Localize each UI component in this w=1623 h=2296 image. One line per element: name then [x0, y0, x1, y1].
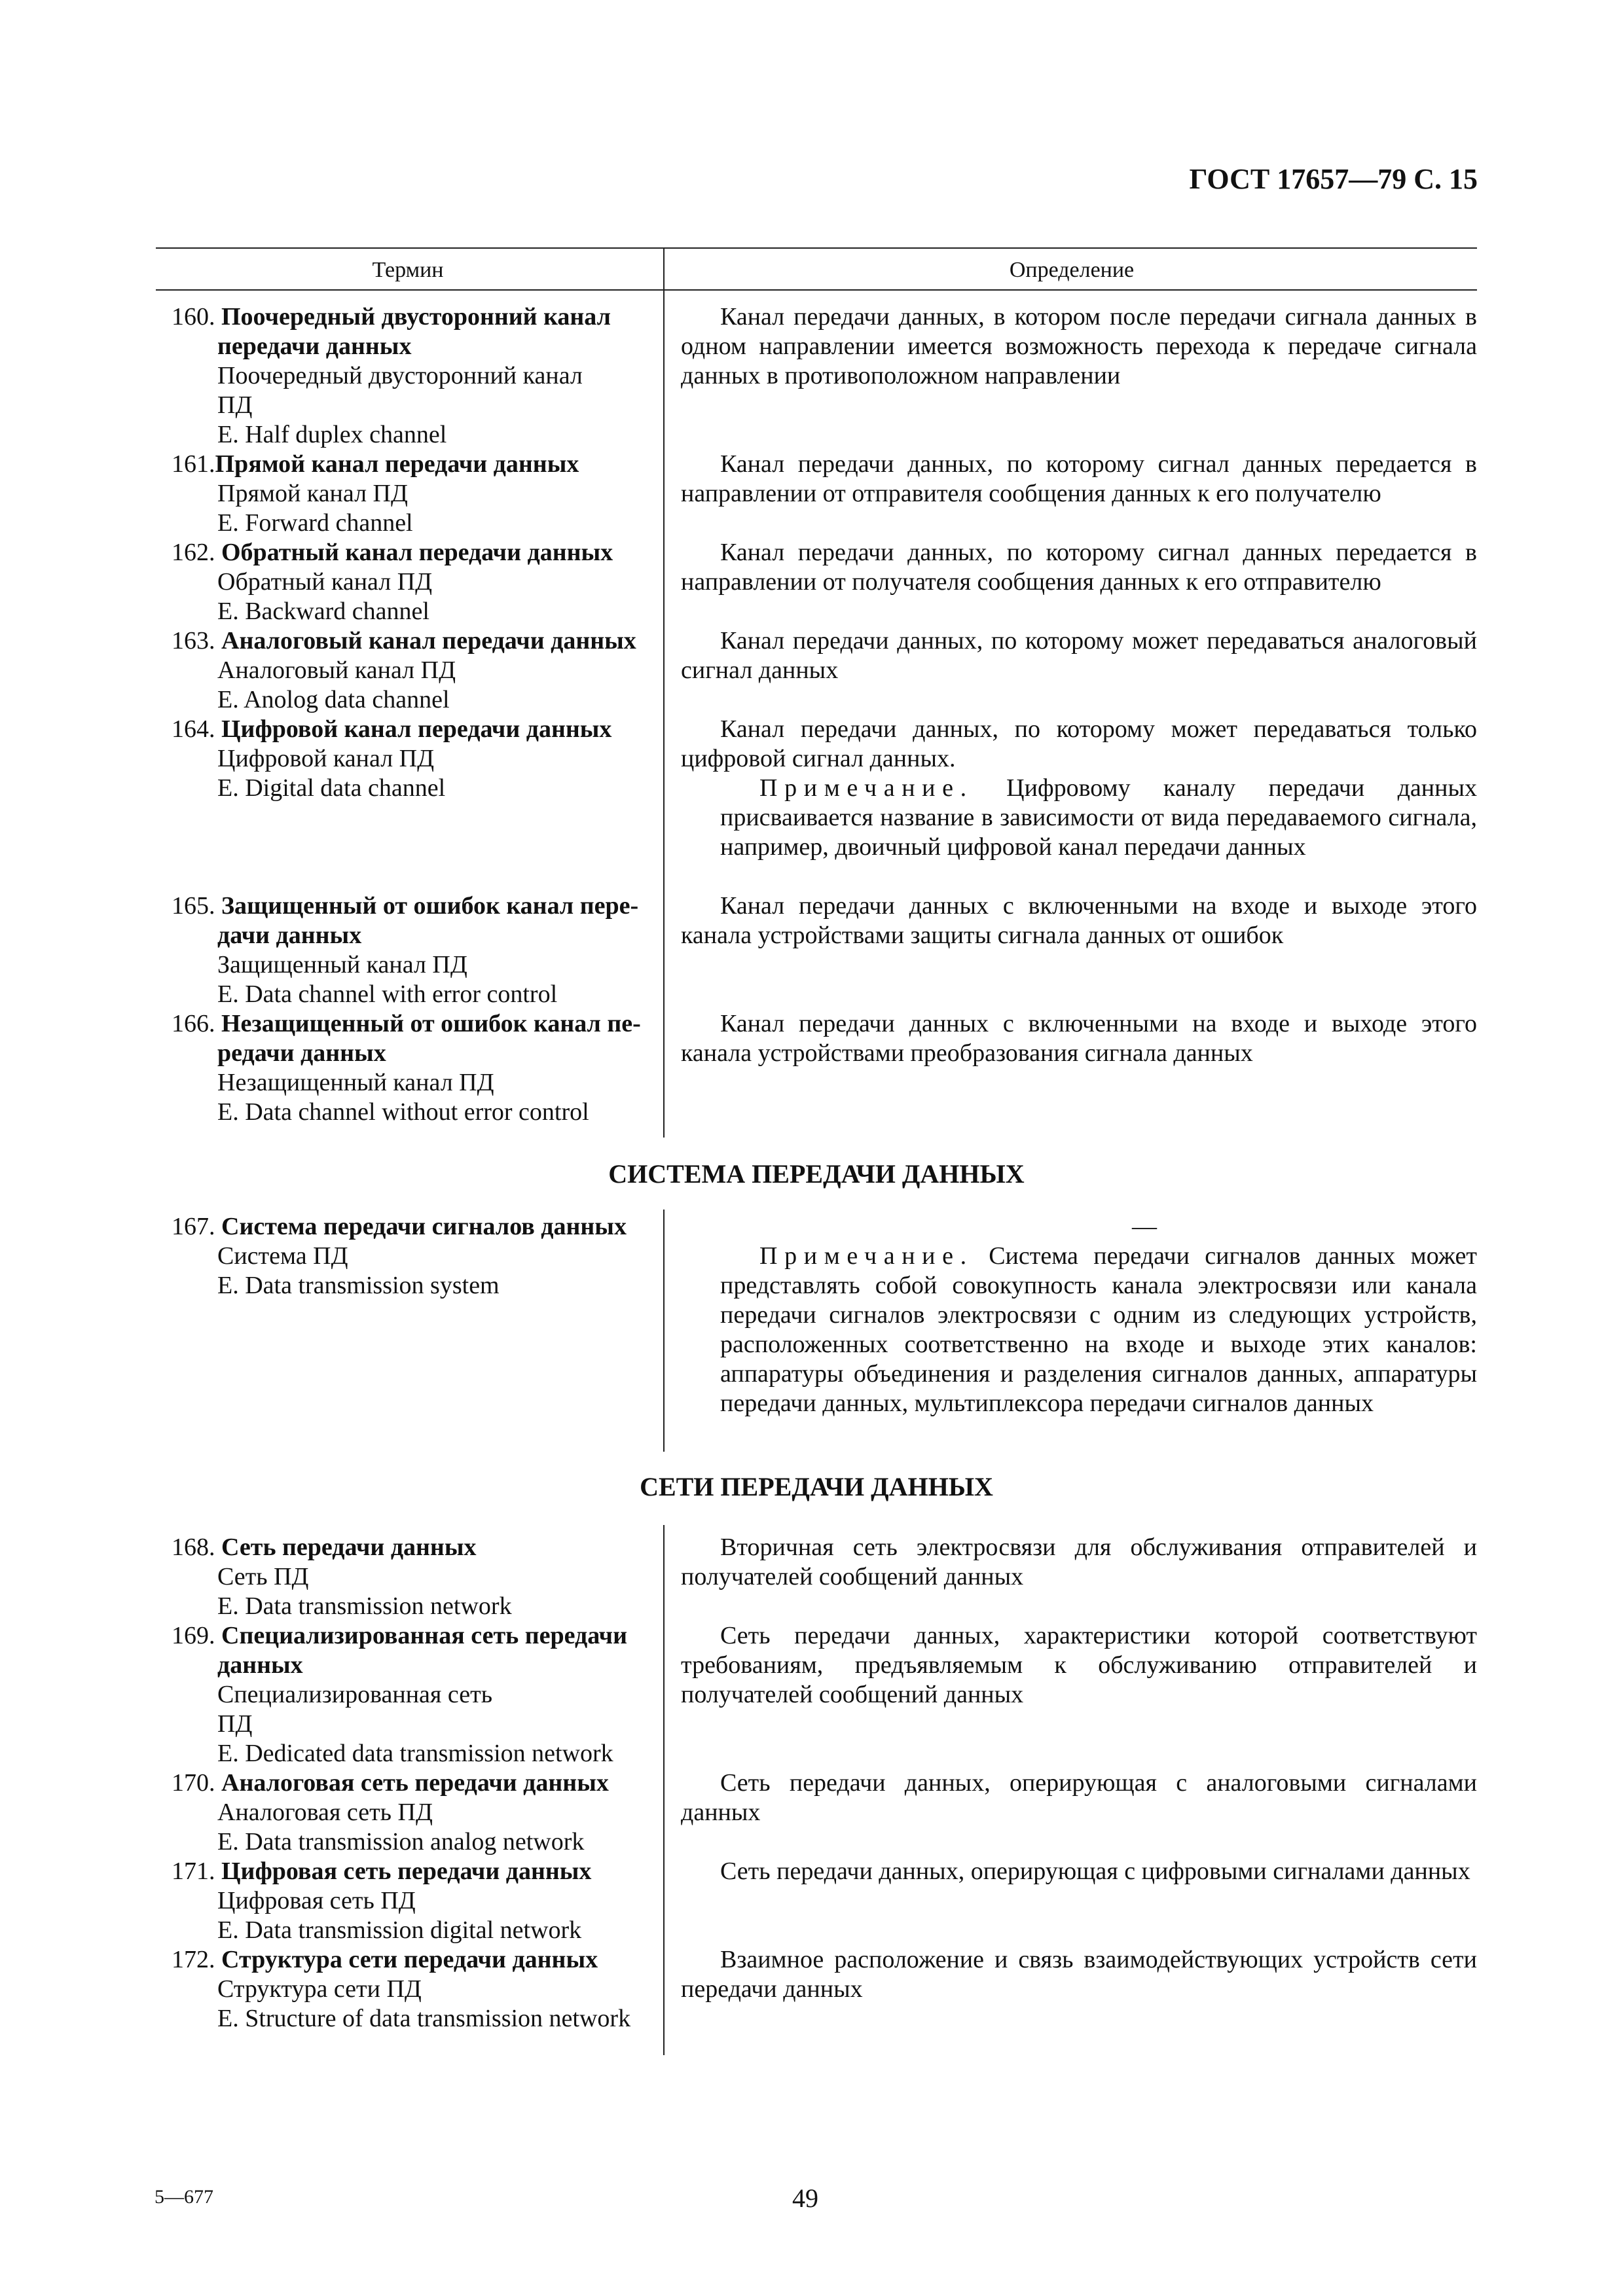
definition-166: Канал передачи данных с включенными на входе и выходе этого канала устройствами преобразования сигнала данных	[681, 1010, 1477, 1067]
definition-171: Сеть передачи данных, оперирующая с цифровыми сигналами данных	[720, 1857, 1470, 1885]
footer-code: 5—677	[155, 2186, 213, 2208]
term-entry-172: 172. Структура сети передачи данных Структура сети ПД E. Structure of data transmission network	[172, 1946, 631, 2032]
column-divider-168	[663, 1525, 665, 2055]
column-divider	[663, 247, 665, 1138]
note-167: Примечание. Система передачи сигналов данных может представлять собой совокупность канала электросвязи или канала передачи сигналов электросвязи с одним из следующих устройств, расположенных соответственно на входе и выходе этих каналов: аппаратуры объединения и разделения сигналов данных, аппаратуры передачи данных, мультиплексора передачи сигналов данных	[720, 1242, 1478, 1417]
term-entry-168: 168. Сеть передачи данных Сеть ПД E. Data transmission network	[172, 1534, 512, 1620]
definition-168: Вторичная сеть электросвязи для обслуживания отправителей и получателей сообщений данных	[681, 1534, 1477, 1590]
definition-169: Сеть передачи данных, характеристики которой соответствуют требованиям, предъявляемым к обслуживанию отправителей и получателей сообщений данных	[681, 1622, 1477, 1708]
term-entry-169: 169. Специализированная сеть передачи данных Специализированная сеть ПД E. Dedicated data transmission network	[172, 1622, 628, 1767]
term-entry-165: 165. Защищенный от ошибок канал пере- дачи данных Защищенный канал ПД E. Data channel with error control	[172, 892, 639, 1008]
section-title-networks: СЕТИ ПЕРЕДАЧИ ДАННЫХ	[640, 1472, 993, 1501]
term-entry-163: 163. Аналоговый канал передачи данных Аналоговый канал ПД E. Anolog data channel	[172, 627, 636, 713]
section-title-system: СИСТЕМА ПЕРЕДАЧИ ДАННЫХ	[608, 1159, 1025, 1189]
definition-170: Сеть передачи данных, оперирующая с аналоговыми сигналами данных	[681, 1769, 1477, 1826]
definition-164: Канал передачи данных, по которому может передаваться только цифровой сигнал данных. Примечание. Цифровому каналу передачи данных присваивается название в зависимости от вида передаваемого сигнала, например, двоичный цифровой канал передачи данных	[681, 715, 1477, 861]
page-number: 49	[792, 2183, 818, 2213]
definition-165: Канал передачи данных с включенными на входе и выходе этого канала устройствами защиты сигнала данных от ошибок	[681, 892, 1477, 949]
definition-160: Канал передачи данных, в котором после передачи сигнала данных в одном направлении имеется возможность перехода к передаче сигнала данных в противоположном направлении	[681, 303, 1477, 389]
table-header-rule	[156, 289, 1477, 291]
term-entry-170: 170. Аналоговая сеть передачи данных Аналоговая сеть ПД E. Data transmission analog network	[172, 1769, 609, 1856]
term-entry-171: 171. Цифровая сеть передачи данных Цифровая сеть ПД E. Data transmission digital network	[172, 1857, 592, 1944]
column-header-term: Термин	[372, 258, 444, 282]
document-code: ГОСТ 17657—79 С. 15	[1189, 163, 1478, 195]
term-entry-160: 160. Поочередный двусторонний канал передачи данных Поочередный двусторонний канал ПД E. Half duplex channel	[172, 303, 611, 448]
term-entry-167: 167. Система передачи сигналов данных Система ПД E. Data transmission system	[172, 1213, 627, 1299]
column-header-definition: Определение	[1009, 258, 1135, 282]
column-divider-167	[663, 1210, 665, 1452]
definition-172: Взаимное расположение и связь взаимодействующих устройств сети передачи данных	[681, 1946, 1477, 2003]
term-entry-161: 161.Прямой канал передачи данных Прямой канал ПД E. Forward channel	[172, 450, 579, 537]
note-164: Примечание. Цифровому каналу передачи данных присваивается название в зависимости от вида передаваемого сигнала, например, двоичный цифровой канал передачи данных	[720, 774, 1477, 861]
definition-163: Канал передачи данных, по которому может передаваться аналоговый сигнал данных	[681, 627, 1477, 684]
table-top-rule	[156, 247, 1477, 249]
term-entry-166: 166. Незащищенный от ошибок канал пе- редачи данных Незащищенный канал ПД E. Data channel without error control	[172, 1010, 641, 1126]
definition-161: Канал передачи данных, по которому сигнал данных передается в направлении от отправителя сообщения данных к его получателю	[681, 450, 1477, 507]
definition-167: — Примечание. Система передачи сигналов данных может представлять собой совокупность канала электросвязи или канала передачи сигналов электросвязи с одним из следующих устройств, расположенных соответственно на входе и выходе этих каналов: аппаратуры объединения и разделения сигналов данных, аппаратуры передачи данных, мультиплексора передачи сигналов данных	[681, 1212, 1477, 1418]
definition-162: Канал передачи данных, по которому сигнал данных передается в направлении от получателя сообщения данных к его отправителю	[681, 539, 1477, 596]
term-entry-164: 164. Цифровой канал передачи данных Цифровой канал ПД E. Digital data channel	[172, 715, 612, 802]
term-entry-162: 162. Обратный канал передачи данных Обратный канал ПД E. Backward channel	[172, 539, 613, 625]
